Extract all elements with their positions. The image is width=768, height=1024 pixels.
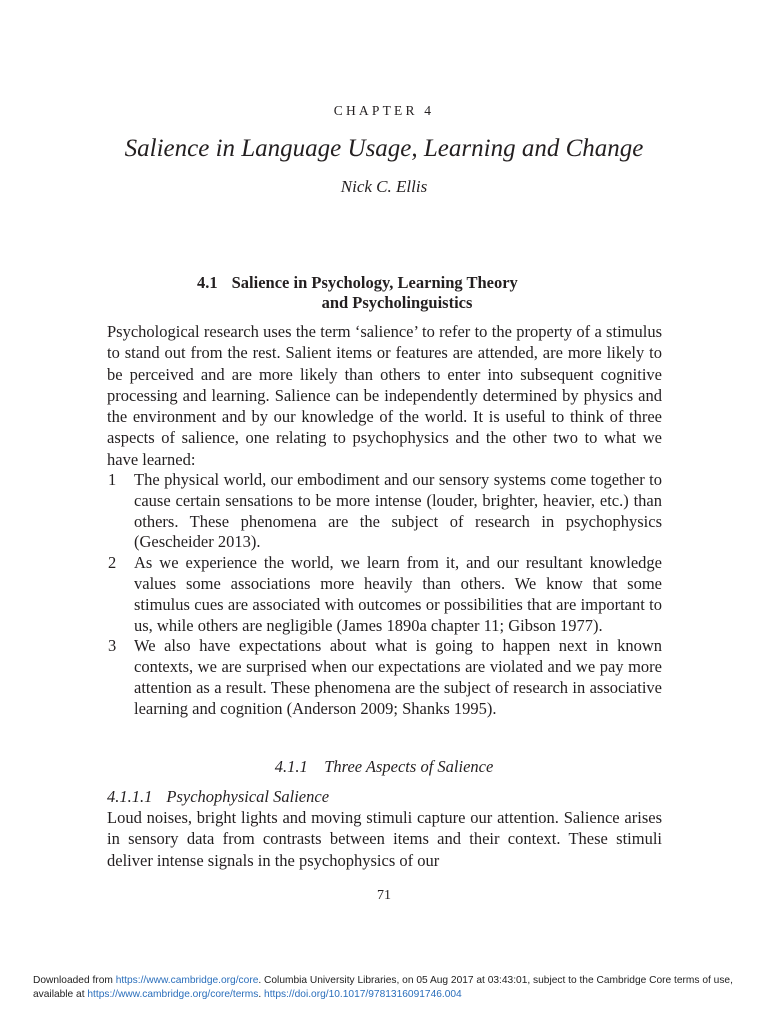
aspects-list [107,470,662,720]
subsubsection-title: Psychophysical Salience [166,787,330,806]
list-item-text: We also have expectations about what is going to happen next in known contexts, we are surprised when our expectations are violated and we pay more attention as a result. These phenomena are the subject of research in associative learning and cognition (Anderson 2009; Shanks 1995). [134,636,662,718]
subsection-title: Three Aspects of Salience [324,757,494,776]
body-paragraph-2: Loud noises, bright lights and moving stimuli capture our attention. Salience arises in sensory data from contrasts between items and their context. These stimuli deliver intense signals in the psychophysics of our [107,808,662,870]
section-title-line1: Salience in Psychology, Learning Theory [231,273,518,292]
footer-middle: . Columbia University Libraries, on 05 Aug 2017 at 03:43:01, subject to the Cambridge Core terms of use, available at [33,975,733,1000]
page-number: 71 [377,888,391,903]
list-item [107,553,662,636]
subsection-number: 4.1.1 [274,757,308,776]
core-link[interactable]: https://www.cambridge.org/core [115,975,259,986]
doi-link[interactable]: https://doi.org/10.1017/9781316091746.004 [264,988,462,1000]
body-paragraph-1: Psychological research uses the term ‘salience’ to refer to the property of a stimulus to stand out from the rest. Salient items or features are attended, are more likely to be perceived and are more likely than others to enter into subsequent cognitive processing and learning. Salience can be independently determined by physics and the environment and by our knowledge of the world. It is useful to think of three aspects of salience, one relating to psychophysics and the other two to what we have learned: [107,322,662,469]
list-item-text: The physical world, our embodiment and our sensory systems come together to cause certain sensations to be more intense (louder, brighter, heavier, etc.) than others. These phenomena are the subject of research in psychophysics (Gescheider 2013). [134,470,662,552]
section-heading [180,273,600,313]
list-item-number: 2 [108,553,117,573]
list-item-number: 1 [108,470,117,489]
section-number: 4.1 [197,273,218,292]
list-item-text: As we experience the world, we learn from it, and our resultant knowledge values some associations more heavily than others. We know that some stimulus cues are associated with outcomes or possibilities that are important to us, while others are negligible (James 1890a chapter 11; Gibson 1977). [134,553,662,635]
section-title-line2: and Psycholinguistics [321,293,473,312]
list-item [107,470,662,553]
list-item-number: 3 [108,636,117,656]
chapter-title: Salience in Language Usage, Learning and Change [124,135,644,162]
terms-link[interactable]: https://www.cambridge.org/core/terms [87,988,259,1000]
footer-separator: . [258,988,265,1000]
subsubsection-heading [107,787,329,807]
list-item [107,636,662,719]
chapter-author: Nick C. Ellis [340,177,428,196]
subsubsection-number: 4.1.1.1 [107,787,153,806]
chapter-label: CHAPTER 4 [333,103,435,118]
section-heading-line1 [180,273,600,293]
footer-prefix: Downloaded from [33,975,116,986]
download-footer [33,974,743,1001]
subsection-heading [0,757,768,777]
